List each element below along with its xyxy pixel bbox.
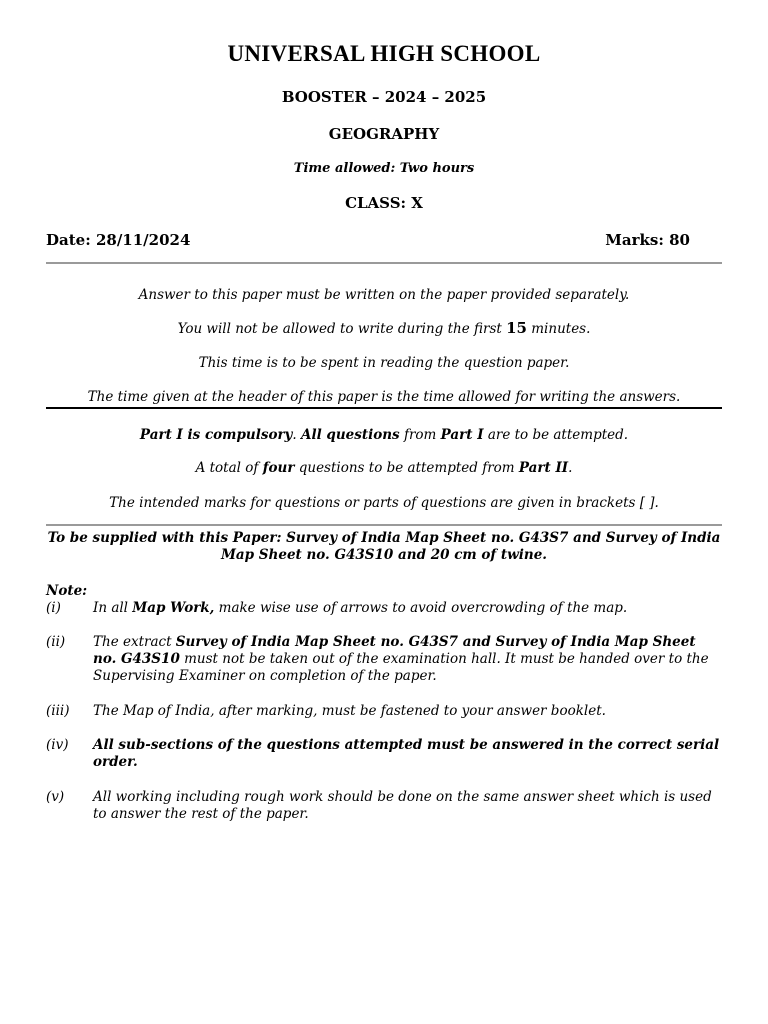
class-label: CLASS: X [345, 194, 423, 212]
parts-line-1-sep: . [292, 427, 301, 443]
map-work-emphasis: Map Work, [132, 600, 215, 616]
parts-line-1-from: from [399, 427, 441, 443]
parts-line-3: The intended marks for questions or parts of questions are given in brackets [ ]. [109, 495, 659, 511]
parts-line-2-end: . [568, 460, 573, 476]
supplied-materials: To be supplied with this Paper: Survey of India Map Sheet no. G43S7 and Survey of India Map Sheet no. G43S10 and 20 cm of twine. [47, 530, 721, 563]
instruction-line-3: This time is to be spent in reading the question paper. [198, 355, 570, 371]
instruction-line-1: Answer to this paper must be written on the paper provided separately. [138, 287, 630, 303]
parts-line-2-start: A total of [195, 460, 263, 476]
parts-divider [46, 524, 722, 526]
parts-line-1 [40, 427, 728, 443]
time-allowed: Time allowed: Two hours [293, 161, 475, 176]
map-sheet-emphasis: Survey of India Map Sheet no. G43S7 and Survey of India Map Sheet no. G43S10 [93, 634, 696, 667]
note-text: All working including rough work should be done on the same answer sheet which is used to answer the rest of the paper. [93, 789, 712, 822]
instruction-minutes-number: 15 [506, 319, 527, 337]
part-i-label: Part I [440, 427, 484, 443]
note-number: (i) [46, 600, 61, 616]
exam-session: BOOSTER – 2024 – 2025 [281, 88, 487, 106]
note-number: (iii) [46, 703, 70, 719]
note-number: (iv) [46, 737, 69, 753]
instruction-line-2-text: You will not be allowed to write during the first [177, 321, 507, 337]
note-text: All sub-sections of the questions attempted must be answered in the correct serial order. [93, 737, 720, 770]
part-i-compulsory: Part I is compulsory [139, 427, 293, 443]
subject-title: GEOGRAPHY [328, 125, 440, 143]
note-1-start: In all [93, 600, 133, 616]
note-1-end: make wise use of arrows to avoid overcrowding of the map. [214, 600, 628, 616]
note-heading: Note: [46, 583, 88, 599]
note-text [93, 600, 723, 617]
total-marks: Marks: 80 [605, 231, 690, 249]
note-text: The Map of India, after marking, must be fastened to your answer booklet. [93, 703, 606, 719]
note-2-end: must not be taken out of the examination hall. It must be handed over to the Supervising Examiner on completion of the paper. [93, 651, 709, 684]
part-ii-label: Part II [518, 460, 569, 476]
parts-line-2-mid: questions to be attempted from [294, 460, 519, 476]
header-divider [46, 262, 722, 264]
all-questions-emphasis: All questions [301, 427, 400, 443]
instructions-divider [46, 407, 722, 409]
note-2-start: The extract [93, 634, 176, 650]
instruction-line-2-end: minutes. [526, 321, 591, 337]
parts-line-1-end: are to be attempted. [483, 427, 629, 443]
note-number: (ii) [46, 634, 66, 650]
note-text [93, 634, 723, 685]
school-name: UNIVERSAL HIGH SCHOOL [227, 41, 541, 66]
four-emphasis: four [262, 460, 295, 476]
note-number: (v) [46, 789, 65, 805]
instruction-line-4: The time given at the header of this paper is the time allowed for writing the answers. [87, 389, 681, 405]
parts-line-2 [40, 460, 728, 476]
exam-date: Date: 28/11/2024 [46, 231, 191, 249]
instruction-line-2 [40, 319, 728, 337]
